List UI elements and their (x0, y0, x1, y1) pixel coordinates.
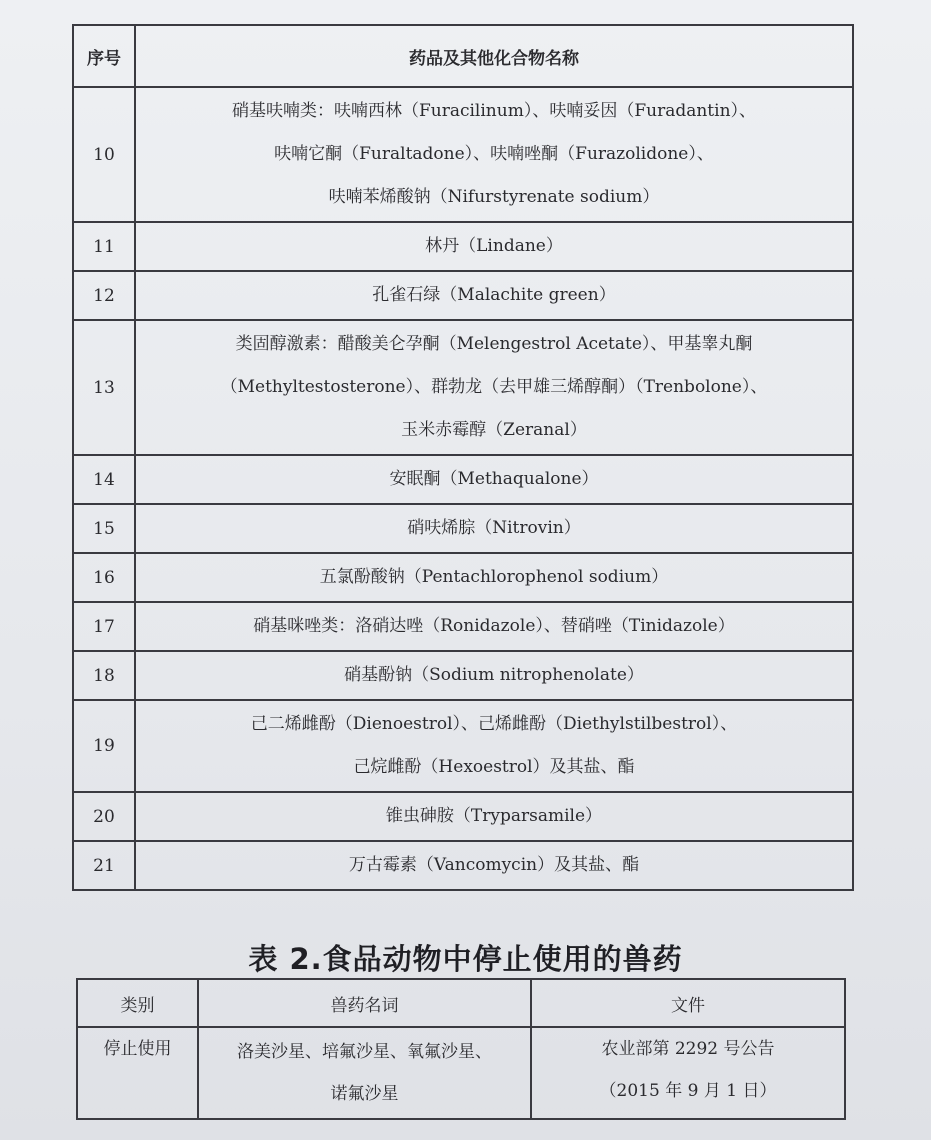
prohibited-drugs-table (72, 24, 854, 891)
table-row (73, 87, 853, 222)
table-body (73, 87, 853, 890)
table-header-row (77, 979, 845, 1027)
table-row (73, 553, 853, 602)
serial-number-cell: 15 (73, 504, 135, 553)
table-row (73, 271, 853, 320)
compound-name-cell (135, 700, 853, 792)
compound-name-line: 锥虫砷胺（Tryparsamile） (385, 806, 603, 826)
serial-number-cell: 11 (73, 222, 135, 271)
document-line: （2015 年 9 月 1 日） (599, 1081, 777, 1101)
table-row (73, 700, 853, 792)
header-category: 类别 (77, 979, 198, 1027)
table-row (73, 792, 853, 841)
document-line: 农业部第 2292 号公告 (601, 1039, 775, 1059)
compound-name-line: 类固醇激素：醋酸美仑孕酮（Melengestrol Acetate）、甲基睾丸酮 (235, 334, 753, 354)
table-row (73, 651, 853, 700)
compound-name-line: 硝呋烯腙（Nitrovin） (407, 518, 581, 538)
compound-name-line: 呋喃它酮（Furaltadone）、呋喃唑酮（Furazolidone）、 (274, 144, 714, 164)
serial-number-cell: 20 (73, 792, 135, 841)
table-row (73, 320, 853, 455)
compound-name-line: 玉米赤霉醇（Zeranal） (401, 420, 587, 440)
drug-name-line: 诺氟沙星 (330, 1084, 399, 1104)
compound-name-line: （Methyltestosterone）、群勃龙（去甲雄三烯醇酮）（Trenbolone）、 (220, 377, 768, 397)
serial-number-cell: 10 (73, 87, 135, 222)
compound-name-cell (135, 222, 853, 271)
compound-name-line: 安眠酮（Methaqualone） (389, 469, 599, 489)
table2-title: 表 2.食品动物中停止使用的兽药 (248, 942, 683, 976)
document-cell (531, 1027, 845, 1119)
serial-number-cell: 19 (73, 700, 135, 792)
serial-number-cell: 16 (73, 553, 135, 602)
compound-name-cell (135, 602, 853, 651)
compound-name-line: 呋喃苯烯酸钠（Nifurstyrenate sodium） (328, 187, 660, 207)
header-document: 文件 (531, 979, 845, 1027)
table-header-row (73, 25, 853, 87)
compound-name-line: 己二烯雌酚（Dienoestrol）、己烯雌酚（Diethylstilbestrol）、 (250, 714, 738, 734)
table-row (73, 455, 853, 504)
header-serial-number: 序号 (73, 25, 135, 87)
compound-name-line: 硝基呋喃类：呋喃西林（Furacilinum）、呋喃妥因（Furadantin）、 (231, 101, 757, 121)
serial-number-cell: 14 (73, 455, 135, 504)
compound-name-cell (135, 792, 853, 841)
compound-name-cell (135, 455, 853, 504)
header-drug-name: 兽药名词 (198, 979, 531, 1027)
suspended-drugs-table (76, 978, 846, 1120)
table-row (77, 1027, 845, 1119)
drug-name-cell (198, 1027, 531, 1119)
serial-number-cell: 17 (73, 602, 135, 651)
serial-number-cell: 21 (73, 841, 135, 890)
table-row (73, 602, 853, 651)
compound-name-cell (135, 504, 853, 553)
compound-name-line: 己烷雌酚（Hexoestrol）及其盐、酯 (353, 757, 635, 777)
compound-name-cell (135, 320, 853, 455)
compound-name-line: 硝基咪唑类：洛硝达唑（Ronidazole）、替硝唑（Tinidazole） (253, 616, 735, 636)
drug-name-line: 洛美沙星、培氟沙星、氧氟沙星、 (237, 1042, 492, 1062)
compound-name-line: 硝基酚钠（Sodium nitrophenolate） (344, 665, 644, 685)
compound-name-line: 五氯酚酸钠（Pentachlorophenol sodium） (319, 567, 669, 587)
table-row (73, 841, 853, 890)
compound-name-cell (135, 841, 853, 890)
compound-name-cell (135, 651, 853, 700)
serial-number-cell: 12 (73, 271, 135, 320)
compound-name-cell (135, 271, 853, 320)
compound-name-line: 孔雀石绿（Malachite green） (372, 285, 616, 305)
compound-name-line: 万古霉素（Vancomycin）及其盐、酯 (348, 855, 640, 875)
header-compound-name: 药品及其他化合物名称 (135, 25, 853, 87)
table-row (73, 504, 853, 553)
compound-name-cell (135, 553, 853, 602)
compound-name-line: 林丹（Lindane） (425, 236, 563, 256)
serial-number-cell: 18 (73, 651, 135, 700)
serial-number-cell: 13 (73, 320, 135, 455)
compound-name-cell (135, 87, 853, 222)
table-row (73, 222, 853, 271)
category-cell: 停止使用 (77, 1027, 198, 1119)
